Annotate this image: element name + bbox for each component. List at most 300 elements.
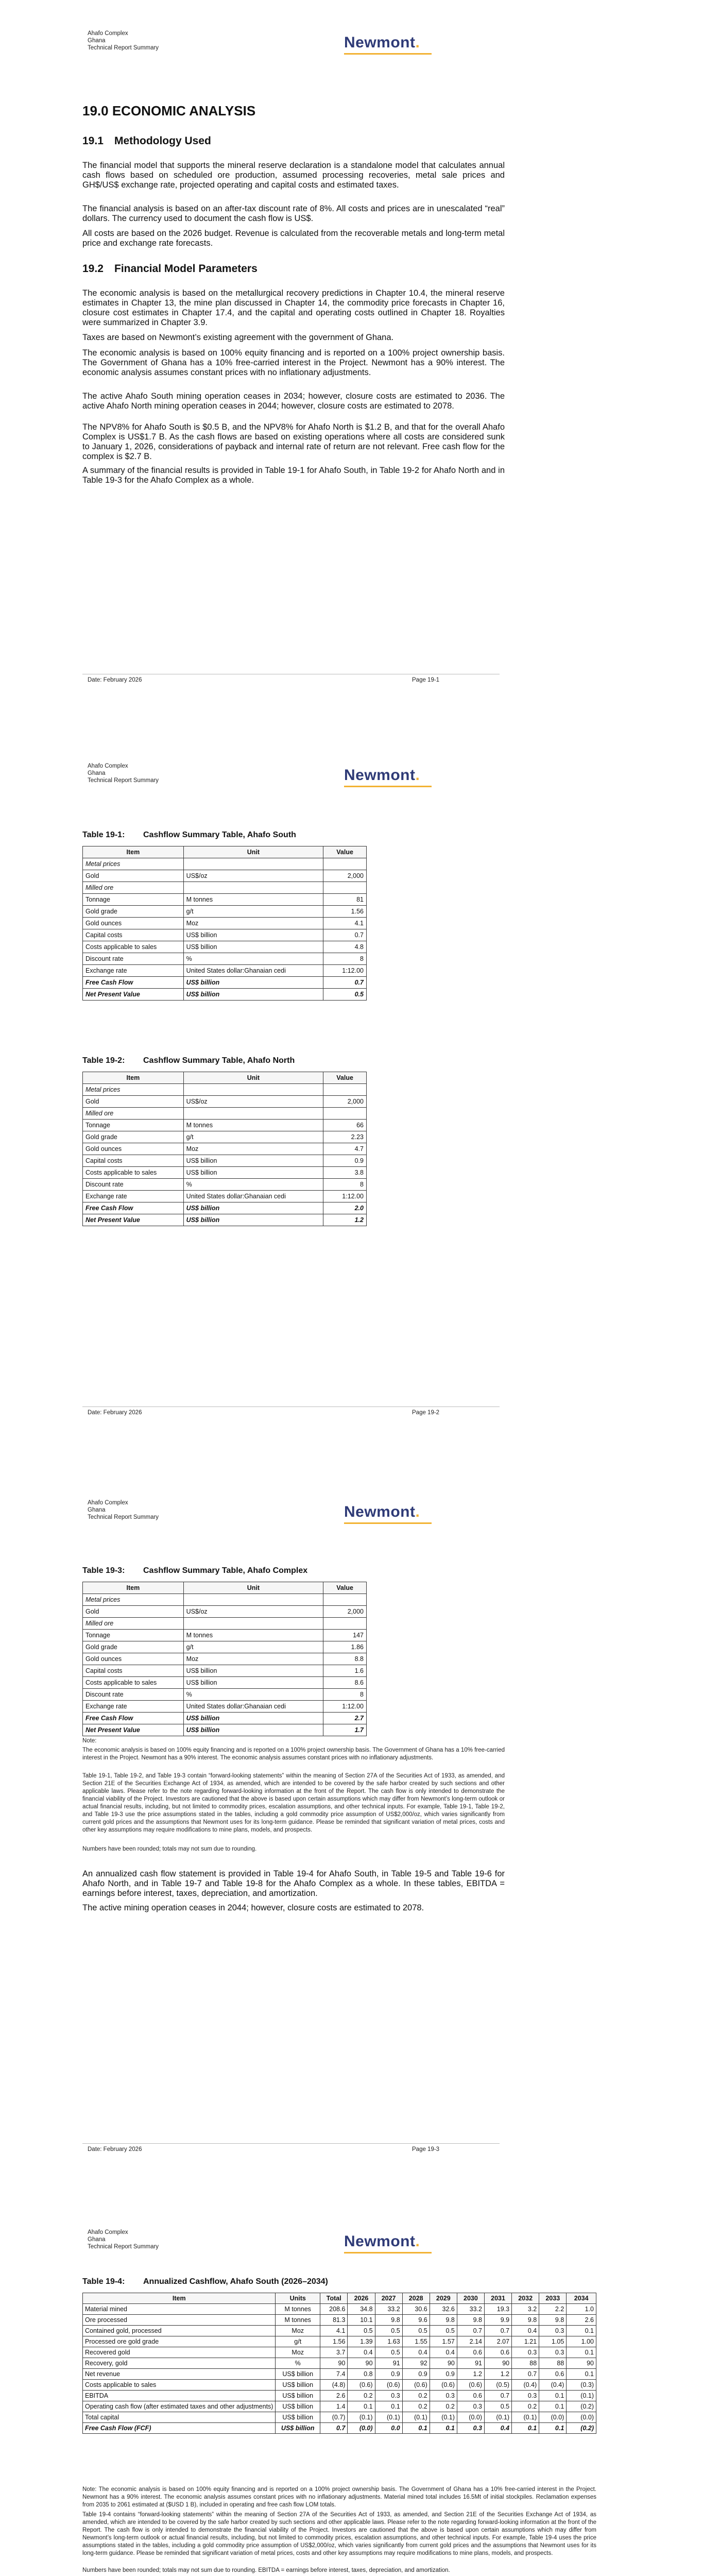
logo-underline	[344, 786, 432, 787]
cell-value: (0.1)	[484, 2412, 511, 2423]
cell-unit: M tonnes	[276, 2315, 320, 2326]
cell-value: 2,000	[323, 1096, 367, 1108]
paragraph: A summary of the financial results is provided in Table 19-1 for Ahafo South, in Table 19-2 for Ahafo North and in Table 19-3 for the Ahafo Complex as a whole.	[82, 466, 505, 485]
cell-value: 0.4	[402, 2347, 430, 2358]
header-line-1: Ahafo Complex	[88, 1500, 128, 1506]
cell-value: 90	[348, 2358, 375, 2369]
cell-unit: US$/oz	[183, 870, 323, 882]
column-header-unit: Unit	[183, 1582, 323, 1594]
cell-unit: US$/oz	[183, 1606, 323, 1618]
cell-value: (0.1)	[567, 2391, 596, 2401]
cell-value: 0.1	[567, 2347, 596, 2358]
cell-item: Exchange rate	[83, 1191, 184, 1202]
table-19-1-caption	[82, 831, 296, 840]
newmont-logo	[344, 1503, 420, 1521]
cell-value: 0.5	[348, 2326, 375, 2336]
cell-unit: US$ billion	[183, 989, 323, 1001]
cell-value: 0.7	[320, 2423, 347, 2434]
column-header: 2034	[567, 2293, 596, 2304]
cell-value: 0.0	[375, 2423, 402, 2434]
cell-item: Metal prices	[83, 858, 184, 870]
paragraph: The NPV8% for Ahafo South is $0.5 B, and the NPV8% for Ahafo North is $1.2 B, and that for the overall Ahafo Complex is US$1.7 B. As the cash flows are based on existing operations where all costs are considered sunk to January 1, 2026, considerations of payback and internal rate of return are not relevant. Free cash flow for the complex is $2.7 B.	[82, 422, 505, 461]
cell-value: 0.2	[402, 2391, 430, 2401]
cell-unit: Moz	[276, 2326, 320, 2336]
table-19-2-caption	[82, 1056, 295, 1065]
cell-value: 0.2	[348, 2391, 375, 2401]
cell-value: 7.4	[320, 2369, 347, 2380]
column-header: 2030	[457, 2293, 484, 2304]
cell-item: Processed ore gold grade	[83, 2336, 276, 2347]
table-title: Cashflow Summary Table, Ahafo North	[143, 1056, 295, 1065]
table-row	[83, 1143, 367, 1155]
footer-page-number: Page 19-2	[412, 1410, 440, 1416]
cell-value: 8	[323, 953, 367, 965]
column-header: 2032	[512, 2293, 539, 2304]
cell-value: 32.6	[430, 2304, 457, 2315]
table-note: Numbers have been rounded; totals may not sum due to rounding. EBITDA = earnings before interest, taxes, depreciation, and amortization.	[82, 2567, 450, 2573]
cell-unit: US$ billion	[276, 2391, 320, 2401]
cell-value: 2.07	[484, 2336, 511, 2347]
footer-page-number: Page 19-3	[412, 2146, 440, 2153]
cell-value: 0.3	[539, 2347, 567, 2358]
cell-unit	[183, 1084, 323, 1096]
table-row	[83, 929, 367, 941]
cell-value: 1.4	[320, 2401, 347, 2412]
table-row	[83, 2326, 596, 2336]
logo-text: Newmont	[344, 1503, 416, 1520]
heading-19-1	[82, 135, 211, 147]
page-19-2	[0, 737, 703, 1422]
paragraph: The financial model that supports the mineral reserve declaration is a standalone model that calculates annual cash flows based on scheduled ore production, assumed processing recoveries, metal sale prices and GH$/US$ exchange rate, projected operating and capital costs and estimated taxes.	[82, 161, 505, 190]
cell-value: 2,000	[323, 870, 367, 882]
cell-value: (0.1)	[430, 2412, 457, 2423]
cell-unit: %	[183, 1179, 323, 1191]
cell-unit: Moz	[183, 1653, 323, 1665]
cell-item: Metal prices	[83, 1084, 184, 1096]
table-row	[83, 2412, 596, 2423]
cell-item: Free Cash Flow (FCF)	[83, 2423, 276, 2434]
cell-value: (0.1)	[348, 2412, 375, 2423]
cell-unit	[183, 1594, 323, 1606]
table-row	[83, 1653, 367, 1665]
cell-unit: United States dollar:Ghanaian cedi	[183, 1701, 323, 1713]
page-header	[88, 30, 159, 52]
cell-value: (0.2)	[567, 2423, 596, 2434]
cell-value	[323, 1618, 367, 1630]
cell-unit: US$ billion	[183, 1155, 323, 1167]
cell-value: 0.3	[512, 2347, 539, 2358]
cell-item: Operating cash flow (after estimated taxes and other adjustments)	[83, 2401, 276, 2412]
cell-unit: US$/oz	[183, 1096, 323, 1108]
cell-value: 0.1	[430, 2423, 457, 2434]
table-row	[83, 2336, 596, 2347]
footer-date: Date: February 2026	[88, 1410, 142, 1416]
cell-unit: g/t	[276, 2336, 320, 2347]
cell-value: 2,000	[323, 1606, 367, 1618]
cell-unit: g/t	[183, 1131, 323, 1143]
cell-unit	[183, 882, 323, 894]
table-row	[83, 1724, 367, 1736]
paragraph: The active Ahafo South mining operation ceases in 2034; however, closure costs are estimated to 2036. The active Ahafo North mining operation ceases in 2044; however, closure costs are estimated to 2078.	[82, 392, 505, 411]
cell-item: Milled ore	[83, 1618, 184, 1630]
newmont-logo	[344, 34, 420, 52]
column-header-value: Value	[323, 1072, 367, 1084]
table-19-1	[82, 846, 367, 1001]
cell-value: 8.8	[323, 1653, 367, 1665]
cell-value: 0.2	[512, 2401, 539, 2412]
logo-text: Newmont	[344, 2233, 416, 2250]
cell-item: Metal prices	[83, 1594, 184, 1606]
table-row	[83, 977, 367, 989]
cell-value: 4.1	[320, 2326, 347, 2336]
logo-dot: .	[415, 767, 420, 784]
cell-value: 0.1	[512, 2423, 539, 2434]
cell-value: 0.1	[539, 2423, 567, 2434]
cell-value: 8	[323, 1179, 367, 1191]
table-row	[83, 1202, 367, 1214]
footer-date: Date: February 2026	[88, 677, 142, 683]
cell-value: 0.9	[323, 1155, 367, 1167]
header-line-1: Ahafo Complex	[88, 2229, 128, 2235]
cell-unit: g/t	[183, 906, 323, 918]
table-row	[83, 1618, 367, 1630]
table-row	[83, 1084, 367, 1096]
cell-item: Costs applicable to sales	[83, 941, 184, 953]
cell-item: Recovered gold	[83, 2347, 276, 2358]
column-header-item: Item	[83, 1582, 184, 1594]
cell-value: (0.0)	[539, 2412, 567, 2423]
cell-item: Recovery, gold	[83, 2358, 276, 2369]
cell-item: Gold ounces	[83, 1653, 184, 1665]
logo-dot: .	[415, 2233, 420, 2250]
header-line-3: Technical Report Summary	[88, 2244, 159, 2250]
paragraph: An annualized cash flow statement is provided in Table 19-4 for Ahafo South, in Table 19-5 and Table 19-6 for Ahafo North, and in Table 19-7 and Table 19-8 for the Ahafo Complex as a whole. In these tables, EBITDA = earnings before interest, taxes, depreciation, and amortization.	[82, 1869, 505, 1898]
table-row	[83, 1120, 367, 1131]
cell-value: 33.2	[457, 2304, 484, 2315]
cell-value: 9.8	[512, 2315, 539, 2326]
cell-item: Gold ounces	[83, 1143, 184, 1155]
cell-unit: M tonnes	[183, 1630, 323, 1641]
logo-dot: .	[415, 1503, 420, 1520]
cell-value: 0.4	[512, 2326, 539, 2336]
cell-item: Free Cash Flow	[83, 977, 184, 989]
cell-item: Gold	[83, 1606, 184, 1618]
column-header: 2031	[484, 2293, 511, 2304]
cell-unit: US$ billion	[183, 1677, 323, 1689]
cell-value: (0.2)	[567, 2401, 596, 2412]
cell-unit	[183, 1108, 323, 1120]
cell-item: Costs applicable to sales	[83, 1167, 184, 1179]
cell-value: (0.7)	[320, 2412, 347, 2423]
footer-page-number: Page 19-1	[412, 677, 440, 683]
table-row	[83, 1167, 367, 1179]
cell-value: 9.9	[484, 2315, 511, 2326]
cell-value: 0.1	[567, 2326, 596, 2336]
cell-value: 2.14	[457, 2336, 484, 2347]
cell-value: 10.1	[348, 2315, 375, 2326]
column-header-unit: Unit	[183, 846, 323, 858]
cell-value: 0.1	[567, 2369, 596, 2380]
cell-value: 1.05	[539, 2336, 567, 2347]
cell-item: Net revenue	[83, 2369, 276, 2380]
paragraph: All costs are based on the 2026 budget. Revenue is calculated from the recoverable metals and long-term metal price and exchange rate forecasts.	[82, 229, 505, 248]
cell-value: 1:12.00	[323, 965, 367, 977]
cell-value: 91	[375, 2358, 402, 2369]
cell-value: 0.5	[375, 2326, 402, 2336]
table-row	[83, 1179, 367, 1191]
column-header: Item	[83, 2293, 276, 2304]
column-header: 2029	[430, 2293, 457, 2304]
table-row	[83, 965, 367, 977]
table-note: Table 19-4 contains “forward-looking statements” within the meaning of Section 27A of the Securities Act of 1933, as amended, and Section 21E of the Securities Exchange Act of 1934, as amended, which are intended to be covered by the safe harbor created by such sections and other applicable laws. Please refer to the note regarding forward-looking information at the front of the Report. The cash flow is only intended to demonstrate the financial viability of the Project. Investors are cautioned that the above is based upon certain assumptions which may differ from Newmont’s long-term outlook or actual financial results, including, but not limited to commodity prices, escalation assumptions, and other technical inputs. For example, Table 19-4 uses the price assumptions stated in the tables, including a gold commodity price assumption of US$2,000/oz, which varies significantly from current gold prices and the assumptions that Newmont uses for its long-term guidance. Please be reminded that significant variation of metal prices, costs and other key assumptions may require modifications to mine plans, models, and prospects.	[82, 2512, 596, 2556]
cell-unit	[183, 1618, 323, 1630]
logo-text: Newmont	[344, 34, 416, 51]
cell-value: 1.39	[348, 2336, 375, 2347]
footer-rule	[82, 1406, 500, 1407]
cell-value: 2.7	[323, 1713, 367, 1724]
cell-value: 33.2	[375, 2304, 402, 2315]
table-row	[83, 953, 367, 965]
table-row	[83, 2391, 596, 2401]
cell-value: 91	[457, 2358, 484, 2369]
cell-item: Gold ounces	[83, 918, 184, 929]
cell-value: (0.5)	[484, 2380, 511, 2391]
cell-value: 4.8	[323, 941, 367, 953]
cell-unit: US$ billion	[183, 929, 323, 941]
cell-value: (0.6)	[402, 2380, 430, 2391]
table-row	[83, 1677, 367, 1689]
cell-value: 1.2	[484, 2369, 511, 2380]
cell-item: Contained gold, processed	[83, 2326, 276, 2336]
cell-value: (0.4)	[512, 2380, 539, 2391]
cell-value: (0.3)	[567, 2380, 596, 2391]
table-row	[83, 989, 367, 1001]
cell-value: 0.7	[484, 2326, 511, 2336]
cell-unit: M tonnes	[183, 894, 323, 906]
cell-value: 0.4	[430, 2347, 457, 2358]
cell-value: 3.7	[320, 2347, 347, 2358]
cell-value: 0.6	[457, 2347, 484, 2358]
column-header: 2027	[375, 2293, 402, 2304]
cell-value: 0.3	[375, 2391, 402, 2401]
cell-value: 0.1	[539, 2401, 567, 2412]
cell-value: (0.1)	[512, 2412, 539, 2423]
header-line-2: Ghana	[88, 1507, 106, 1513]
table-row	[83, 2401, 596, 2412]
cell-item: EBITDA	[83, 2391, 276, 2401]
cell-value: 0.4	[348, 2347, 375, 2358]
cell-value: 0.2	[430, 2401, 457, 2412]
cell-unit: US$ billion	[183, 1167, 323, 1179]
cell-unit: US$ billion	[183, 1665, 323, 1677]
table-row	[83, 918, 367, 929]
cell-value: 8.6	[323, 1677, 367, 1689]
cell-item: Gold grade	[83, 1131, 184, 1143]
table-note: Numbers have been rounded; totals may not sum due to rounding.	[82, 1846, 257, 1852]
cell-item: Discount rate	[83, 953, 184, 965]
newmont-logo	[344, 2233, 420, 2250]
cell-value: 2.6	[567, 2315, 596, 2326]
cell-item: Tonnage	[83, 1630, 184, 1641]
cell-item: Capital costs	[83, 1665, 184, 1677]
cell-value: 0.1	[402, 2423, 430, 2434]
cell-value: (4.8)	[320, 2380, 347, 2391]
table-19-2	[82, 1072, 367, 1226]
cell-value: 9.8	[430, 2315, 457, 2326]
cell-value: 2.0	[323, 1202, 367, 1214]
column-header: Units	[276, 2293, 320, 2304]
cell-value: 0.1	[539, 2391, 567, 2401]
cell-value: 1.57	[430, 2336, 457, 2347]
cell-item: Gold grade	[83, 1641, 184, 1653]
table-row	[83, 882, 367, 894]
cell-value: 0.4	[484, 2423, 511, 2434]
table-row	[83, 1191, 367, 1202]
cell-value: 19.3	[484, 2304, 511, 2315]
cell-value: 0.9	[402, 2369, 430, 2380]
paragraph: Taxes are based on Newmont’s existing agreement with the government of Ghana.	[82, 333, 394, 342]
table-number: Table 19-2:	[82, 1056, 125, 1065]
cell-item: Exchange rate	[83, 965, 184, 977]
column-header-item: Item	[83, 1072, 184, 1084]
table-row	[83, 1108, 367, 1120]
cell-item: Capital costs	[83, 929, 184, 941]
cell-value: 3.8	[323, 1167, 367, 1179]
table-row	[83, 1630, 367, 1641]
heading-text: Financial Model Parameters	[114, 263, 258, 275]
table-number: Table 19-3:	[82, 1566, 125, 1575]
table-note: Table 19-1, Table 19-2, and Table 19-3 contain “forward-looking statements” within the meaning of Section 27A of the Securities Act of 1933, as amended, and Section 21E of the Securities Exchange Act of 1934, as amended, which are intended to be covered by the safe harbor created by such sections and other applicable laws. Please refer to the note regarding forward-looking information at the front of the Report. The cash flow is only intended to demonstrate the financial viability of the Project. Investors are cautioned that the above is based upon certain assumptions which may differ from Newmont’s long-term outlook or actual financial results, including, but not limited to commodity prices, escalation assumptions, and other technical inputs. For example, Table 19-1, Table 19-2, and Table 19-3 use the price assumptions stated in the tables, including a gold commodity price assumption of US$2,000/oz, which varies significantly from current gold prices and the assumptions that Newmont uses for its long-term guidance. Please be reminded that significant variation of metal prices, costs and other key assumptions may require modifications to mine plans, models, and prospects.	[82, 1773, 505, 1833]
cell-value: 1:12.00	[323, 1191, 367, 1202]
header-line-1: Ahafo Complex	[88, 30, 128, 37]
cell-unit: US$ billion	[276, 2412, 320, 2423]
newmont-logo	[344, 767, 420, 784]
heading-19-2	[82, 263, 258, 275]
cell-unit: %	[183, 1689, 323, 1701]
table-number: Table 19-4:	[82, 2277, 125, 2286]
heading-number: 19.2	[82, 263, 104, 275]
cell-value: 90	[567, 2358, 596, 2369]
page-header	[88, 1499, 159, 1521]
cell-value: 88	[539, 2358, 567, 2369]
cell-value: 8	[323, 1689, 367, 1701]
column-header: 2033	[539, 2293, 567, 2304]
table-row	[83, 870, 367, 882]
cell-value: (0.1)	[375, 2412, 402, 2423]
logo-underline	[344, 2252, 432, 2253]
cell-value: 90	[484, 2358, 511, 2369]
cell-value: 0.9	[375, 2369, 402, 2380]
cell-value: 0.3	[430, 2391, 457, 2401]
table-row	[83, 1155, 367, 1167]
cell-value	[323, 858, 367, 870]
cell-unit: United States dollar:Ghanaian cedi	[183, 1191, 323, 1202]
table-row	[83, 1096, 367, 1108]
table-19-4-caption	[82, 2277, 328, 2286]
table-note: The economic analysis is based on 100% equity financing and is reported on a 100% project ownership basis. The Government of Ghana has a 10% free-carried interest in the Project. Newmont has a 90% interest. The economic analysis assumes constant prices with no inflationary adjustments.	[82, 1747, 505, 1761]
cell-value: 0.7	[512, 2369, 539, 2380]
table-row	[83, 1641, 367, 1653]
cell-value: 1.2	[457, 2369, 484, 2380]
cell-value: 0.6	[457, 2391, 484, 2401]
cell-value: 0.6	[539, 2369, 567, 2380]
cell-value: 0.1	[375, 2401, 402, 2412]
cell-item: Costs applicable to sales	[83, 1677, 184, 1689]
cell-value: 147	[323, 1630, 367, 1641]
column-header: 2026	[348, 2293, 375, 2304]
cell-value: 1.6	[323, 1665, 367, 1677]
cell-item: Capital costs	[83, 1155, 184, 1167]
cell-value: 81	[323, 894, 367, 906]
cell-value: 9.8	[375, 2315, 402, 2326]
cell-value: (0.0)	[457, 2412, 484, 2423]
cell-value: 0.7	[484, 2391, 511, 2401]
column-header-item: Item	[83, 846, 184, 858]
cell-value: (0.6)	[457, 2380, 484, 2391]
table-row	[83, 1214, 367, 1226]
column-header-value: Value	[323, 846, 367, 858]
cell-item: Gold grade	[83, 906, 184, 918]
cell-unit: g/t	[183, 1641, 323, 1653]
table-row	[83, 2315, 596, 2326]
cell-value: 1.56	[320, 2336, 347, 2347]
column-header-unit: Unit	[183, 1072, 323, 1084]
paragraph: The active mining operation ceases in 2044; however, closure costs are estimated to 2078.	[82, 1903, 424, 1912]
cell-value: 9.8	[539, 2315, 567, 2326]
cell-unit: Moz	[183, 918, 323, 929]
paragraph: The economic analysis is based on 100% equity financing and is reported on a 100% project ownership basis. The Government of Ghana has a 10% free-carried interest in the Project. Newmont has a 90% interest. The economic analysis assumes constant prices with no inflationary adjustments.	[82, 348, 505, 377]
column-header: Total	[320, 2293, 347, 2304]
cell-value: 0.3	[512, 2391, 539, 2401]
table-19-3-caption	[82, 1566, 307, 1575]
table-row	[83, 894, 367, 906]
cell-value: (0.0)	[567, 2412, 596, 2423]
logo-underline	[344, 1522, 432, 1524]
cell-unit: M tonnes	[183, 1120, 323, 1131]
cell-value: (0.6)	[375, 2380, 402, 2391]
cell-value: 2.2	[539, 2304, 567, 2315]
table-row	[83, 2358, 596, 2369]
table-row	[83, 2380, 596, 2391]
cell-unit: US$ billion	[183, 1713, 323, 1724]
cell-item: Total capital	[83, 2412, 276, 2423]
cell-value	[323, 1594, 367, 1606]
cell-value: (0.4)	[539, 2380, 567, 2391]
table-title: Annualized Cashflow, Ahafo South (2026–2034)	[143, 2277, 328, 2286]
cell-item: Material mined	[83, 2304, 276, 2315]
cell-item: Gold	[83, 1096, 184, 1108]
page-19-4	[0, 2210, 703, 2576]
logo-dot: .	[415, 34, 420, 51]
cell-item: Tonnage	[83, 894, 184, 906]
header-line-2: Ghana	[88, 770, 106, 776]
cell-item: Discount rate	[83, 1179, 184, 1191]
table-19-4	[82, 2293, 596, 2434]
cell-value: 0.3	[457, 2401, 484, 2412]
cell-value: 1.2	[323, 1214, 367, 1226]
heading-number: 19.1	[82, 135, 104, 147]
table-title: Cashflow Summary Table, Ahafo Complex	[143, 1566, 308, 1575]
cell-item: Net Present Value	[83, 989, 184, 1001]
cell-unit: United States dollar:Ghanaian cedi	[183, 965, 323, 977]
cell-value: 1.21	[512, 2336, 539, 2347]
cell-item: Milled ore	[83, 882, 184, 894]
header-line-2: Ghana	[88, 2236, 106, 2243]
footer-rule	[82, 2143, 500, 2144]
cell-value: 34.8	[348, 2304, 375, 2315]
cell-value: 3.2	[512, 2304, 539, 2315]
section-title: 19.0 ECONOMIC ANALYSIS	[82, 103, 256, 118]
